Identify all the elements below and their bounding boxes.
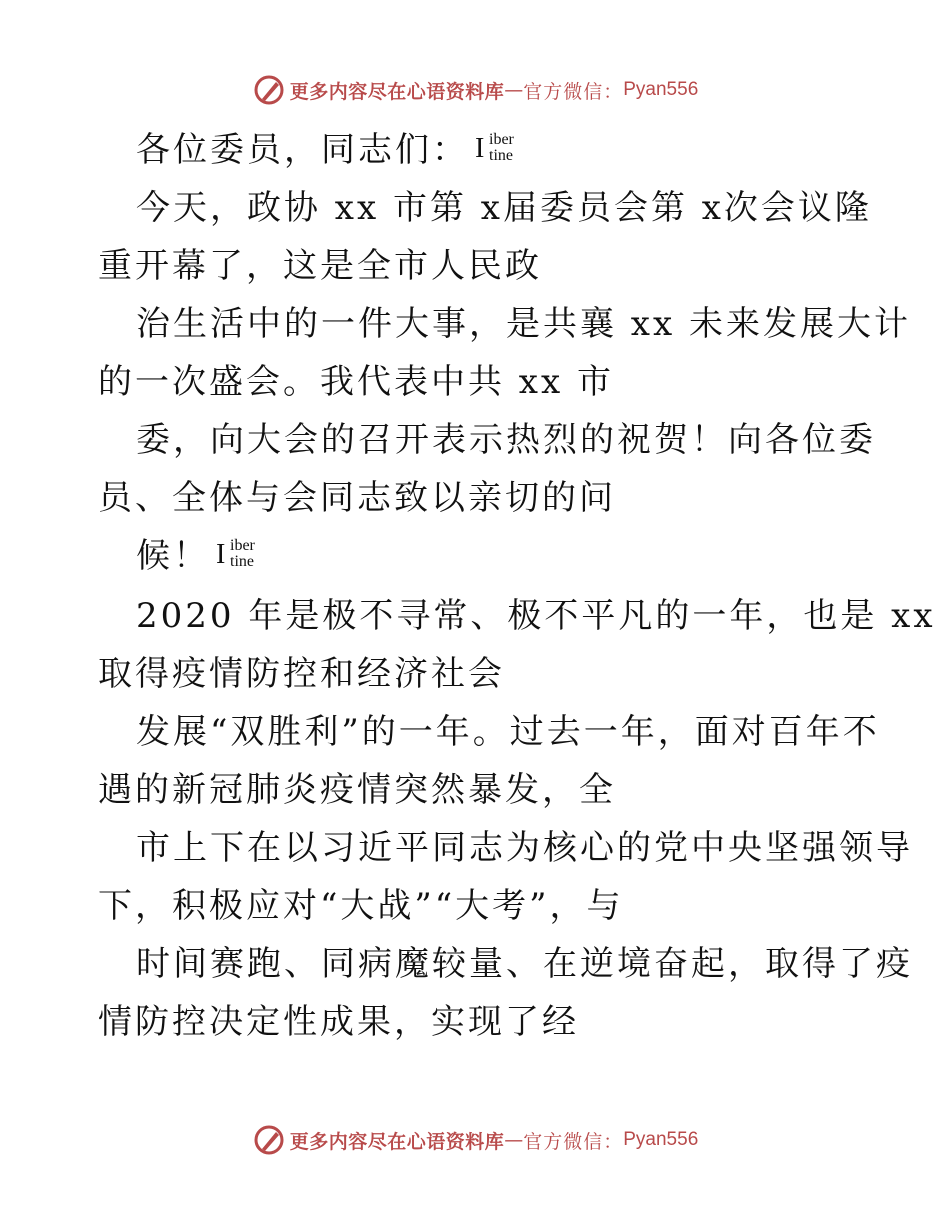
paragraph-line: 下，积极应对“大战”“大考”，与 <box>98 886 624 926</box>
banner-text: 更多内容尽在心语资料库 <box>289 1130 505 1153</box>
paragraph-line: 的一次盛会。我代表中共 xx 市 <box>98 362 614 402</box>
liber-tine-mark: I iber tine <box>475 131 514 164</box>
paragraph-line: 委，向大会的召开表示热烈的祝贺！向各位委 <box>136 420 876 460</box>
banner-subtext: 官方微信： <box>523 80 624 103</box>
liber-tine-mark: I iber tine <box>216 537 255 570</box>
paragraph-line: 情防控决定性成果，实现了经 <box>98 1002 579 1042</box>
paragraph-line: 候！ I iber tine <box>136 536 266 576</box>
banner-subtext: 官方微信： <box>523 1130 624 1153</box>
paragraph-line: 治生活中的一件大事，是共襄 xx 未来发展大计 <box>136 304 911 344</box>
header-banner <box>0 70 950 110</box>
footer-banner <box>0 1120 950 1160</box>
banner-text: 更多内容尽在心语资料库 <box>289 80 505 103</box>
paragraph-line: 取得疫情防控和经济社会 <box>98 654 505 694</box>
paragraph-line: 发展“双胜利”的一年。过去一年，面对百年不 <box>136 712 880 752</box>
paragraph-line: 重开幕了，这是全市人民政 <box>98 246 542 286</box>
paragraph-line: 市上下在以习近平同志为核心的党中央坚强领导 <box>136 828 913 868</box>
pen-logo-icon <box>252 73 286 107</box>
paragraph-line: 各位委员，同志们： I iber tine <box>136 130 525 170</box>
paragraph-line: 遇的新冠肺炎疫情突然暴发，全 <box>98 770 616 810</box>
pen-logo-icon <box>252 1123 286 1157</box>
paragraph-line: 今天，政协 xx 市第 x届委员会第 x次会议隆 <box>136 188 872 228</box>
paragraph-line: 员、全体与会同志致以亲切的问 <box>98 478 616 518</box>
paragraph-line: 时间赛跑、同病魔较量、在逆境奋起，取得了疫 <box>136 944 913 984</box>
banner-dash: — <box>504 1129 524 1151</box>
paragraph-line: 2020 年是极不寻常、极不平凡的一年，也是 xx <box>136 596 936 636</box>
banner-dash: — <box>504 79 524 101</box>
banner-wechat-id: Pyan556 <box>623 79 699 100</box>
banner-wechat-id: Pyan556 <box>623 1129 699 1150</box>
